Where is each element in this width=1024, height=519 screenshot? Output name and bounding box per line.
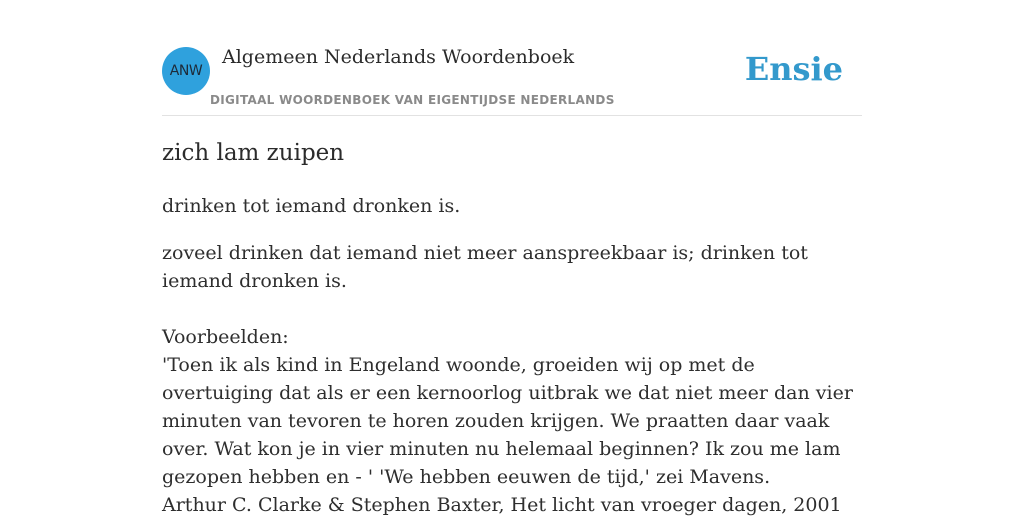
- source-logo[interactable]: [162, 47, 210, 95]
- long-definition: zoveel drinken dat iemand niet meer aanspreekbaar is; drinken tot iemand dronken is.: [162, 242, 808, 292]
- short-definition: drinken tot iemand dronken is.: [162, 195, 461, 217]
- examples-heading: Voorbeelden:: [162, 326, 289, 348]
- logo-text: ANW: [169, 63, 203, 79]
- example-quote: 'Toen ik als kind in Engeland woonde, groeiden wij op met de overtuiging dat als er een kernoorlog uitbrak we dat niet meer dan vier minuten van tevoren te horen zouden krijgen. We praatten daar vaak over. Wat kon je in vier minuten nu helemaal beginnen? Ik zou me lam gezopen hebben en - ' 'We hebben eeuwen de tijd,' zei Mavens.: [162, 354, 853, 488]
- example-source: Arthur C. Clarke & Stephen Baxter, Het licht van vroeger dagen, 2001: [162, 494, 842, 516]
- entry-term: zich lam zuipen: [162, 140, 345, 166]
- source-subtitle: DIGITAAL WOORDENBOEK VAN EIGENTIJDSE NEDERLANDS: [210, 93, 615, 107]
- brand-link[interactable]: Ensie: [744, 50, 843, 88]
- source-title[interactable]: Algemeen Nederlands Woordenboek: [222, 46, 575, 68]
- entry-content: [162, 192, 862, 519]
- header-divider: [162, 115, 862, 116]
